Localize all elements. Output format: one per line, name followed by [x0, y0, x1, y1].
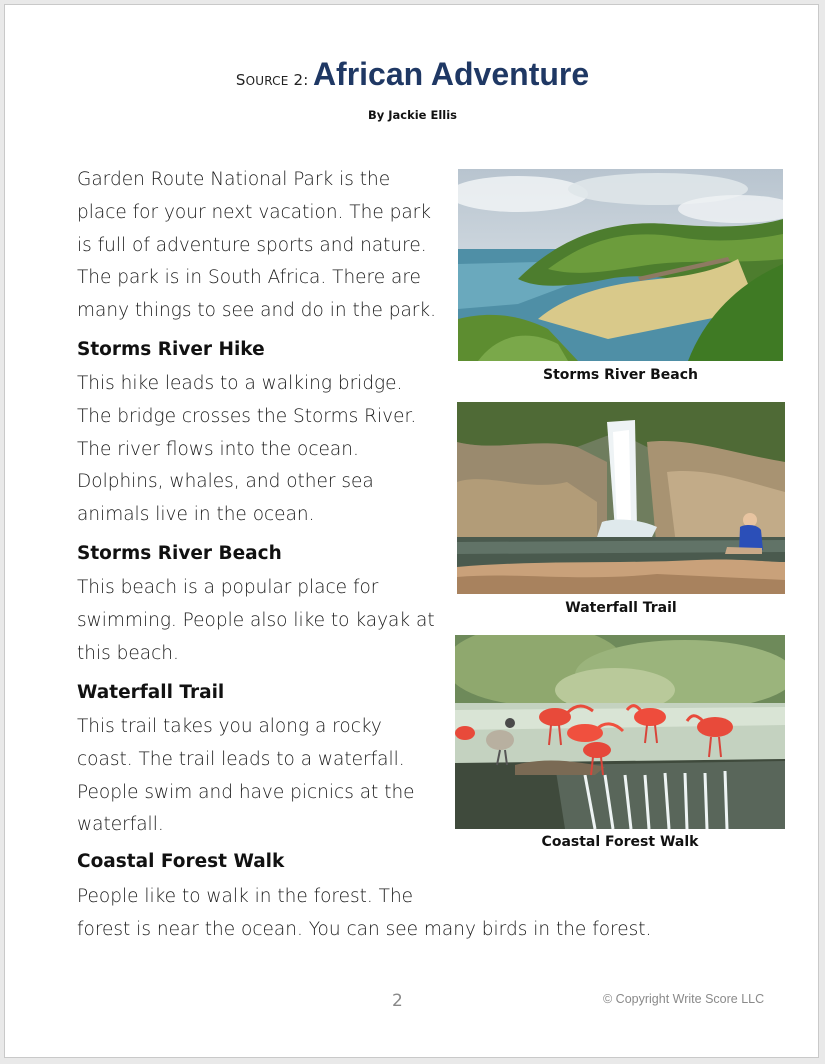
scarlet-ibis-photo — [455, 635, 785, 829]
source-label — [236, 71, 309, 89]
section-heading: Coastal Forest Walk — [77, 851, 285, 872]
page-number: 2 — [392, 991, 403, 1011]
paragraph-line: is full of adventure sports and nature. — [77, 234, 427, 256]
byline: By Jackie Ellis — [367, 108, 458, 122]
paragraph-line: Dolphins, whales, and other sea — [77, 471, 374, 493]
intro-paragraph — [77, 164, 436, 328]
document-header — [0, 56, 825, 93]
paragraph-line: place for your next vacation. The park — [77, 201, 431, 223]
paragraph-line: This hike leads to a walking bridge. — [77, 373, 403, 394]
source-label-rest: OURCE — [245, 74, 289, 88]
source-label-number: 2: — [293, 71, 309, 89]
section-paragraph — [77, 368, 416, 532]
paragraph-line: forest is near the ocean. You can see many birds in the forest. — [77, 918, 652, 940]
waterfall-photo — [457, 402, 785, 594]
paragraph-line: animals live in the ocean. — [77, 504, 315, 526]
photo-caption: Storms River Beach — [543, 367, 698, 383]
paragraph-line: swimming. People also like to kayak at — [77, 609, 435, 631]
photo-caption: Coastal Forest Walk — [541, 834, 699, 850]
paragraph-line: this beach. — [77, 642, 179, 664]
paragraph-line: The bridge crosses the Storms River. — [77, 405, 417, 427]
paragraph-line: This trail takes you along a rocky — [77, 716, 382, 737]
section-heading: Storms River Beach — [77, 543, 282, 564]
paragraph-line: People like to walk in the forest. The — [77, 886, 414, 907]
paragraph-line: Garden Route National Park is the — [77, 169, 391, 190]
paragraph-line: many things to see and do in the park. — [77, 300, 437, 322]
coastline-photo — [458, 169, 783, 361]
source-label-cap: S — [235, 71, 246, 89]
section-paragraph — [77, 711, 415, 842]
paragraph-line: waterfall. — [77, 814, 164, 836]
copyright-notice: © Copyright Write Score LLC — [603, 992, 765, 1006]
photo-caption: Waterfall Trail — [565, 600, 677, 616]
section-paragraph — [77, 572, 435, 670]
section-heading: Waterfall Trail — [77, 682, 225, 703]
paragraph-line: People swim and have picnics at the — [77, 781, 415, 803]
paragraph-line: This beach is a popular place for — [77, 577, 379, 598]
paragraph-line: The park is in South Africa. There are — [77, 267, 421, 289]
page-title: African Adventure — [312, 56, 590, 92]
section-paragraph — [77, 881, 651, 947]
paragraph-line: coast. The trail leads to a waterfall. — [77, 748, 405, 770]
section-heading: Storms River Hike — [77, 339, 265, 360]
paragraph-line: The river flows into the ocean. — [77, 438, 359, 460]
